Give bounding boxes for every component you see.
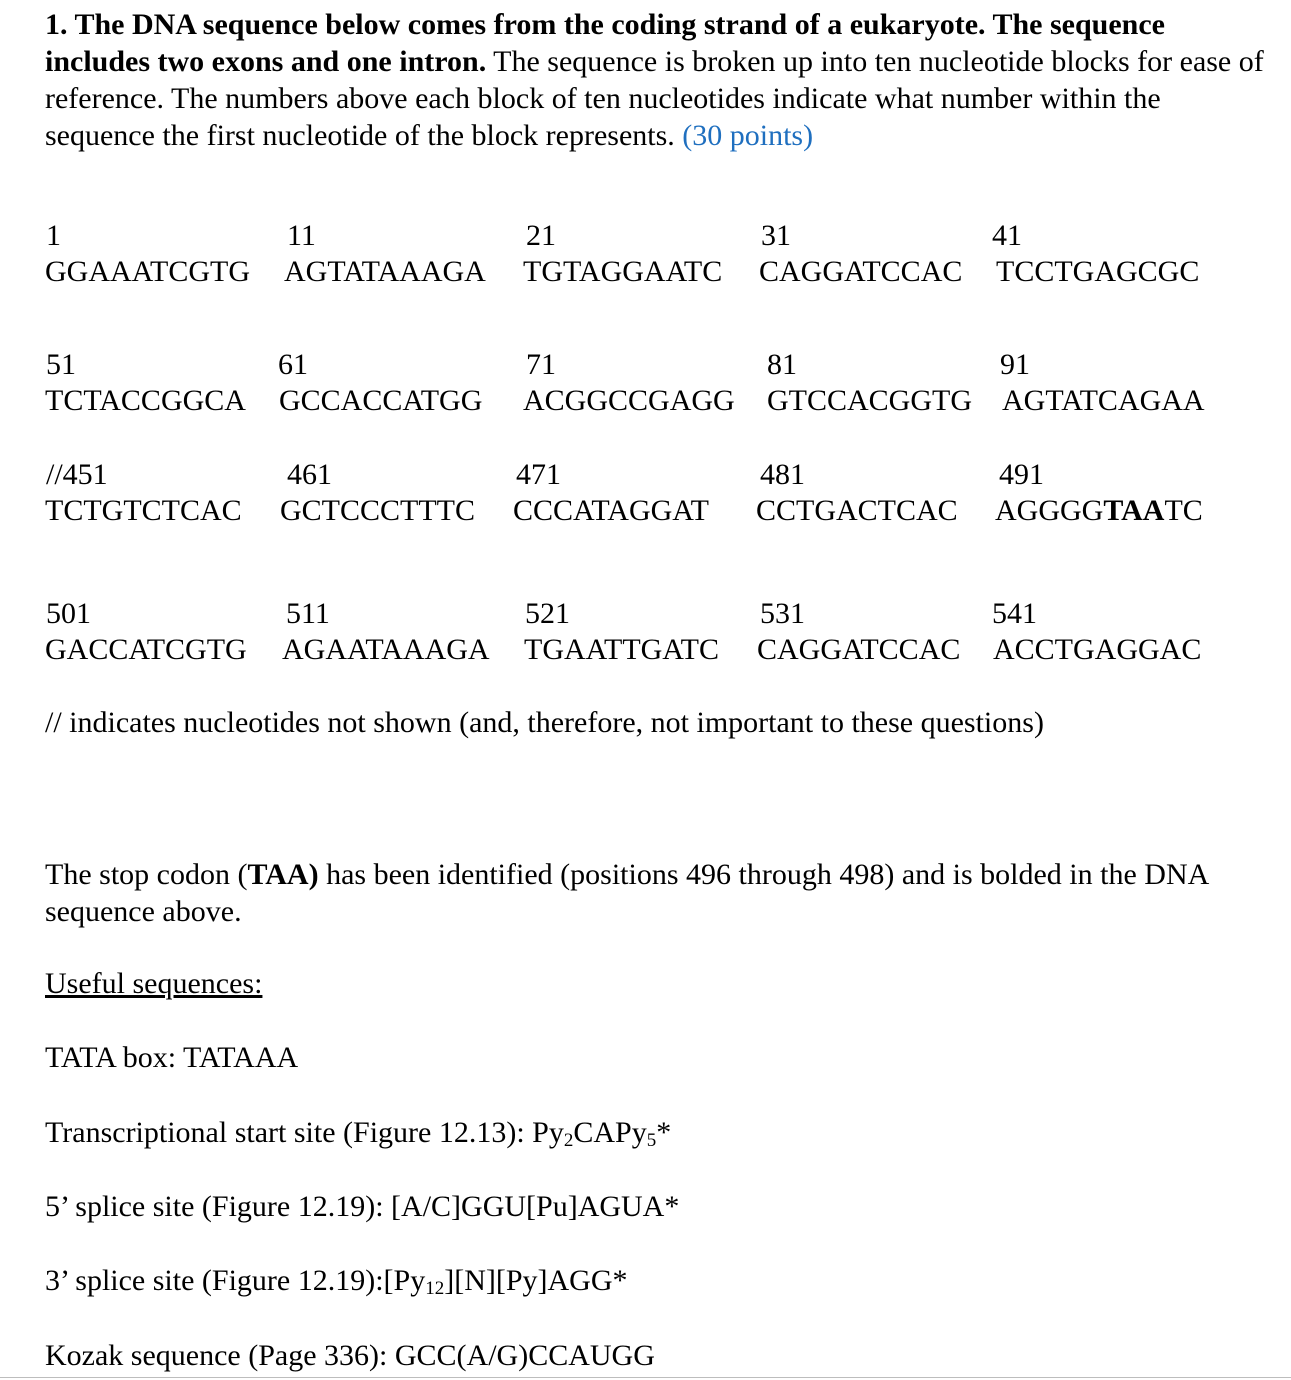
position-number: 21 bbox=[526, 219, 556, 252]
block-prefix: AGGGG bbox=[995, 494, 1104, 527]
nucleotide-block: AGTATCAGAA bbox=[1002, 384, 1205, 417]
position-number: 471 bbox=[516, 458, 561, 491]
position-number: 541 bbox=[992, 597, 1037, 630]
nucleotide-block: TGAATTGATC bbox=[524, 633, 719, 666]
position-number: 501 bbox=[46, 597, 91, 630]
nucleotide-block: ACGGCCGAGG bbox=[523, 384, 735, 417]
page-edge-divider bbox=[0, 1377, 1291, 1378]
nucleotide-block: GTCCACGGTG bbox=[767, 384, 973, 417]
kozak-sequence: Kozak sequence (Page 336): GCC(A/G)CCAUGG bbox=[45, 1339, 655, 1372]
transcriptional-start-site bbox=[45, 1116, 671, 1150]
question-points: (30 points) bbox=[682, 119, 814, 152]
nucleotide-block: GACCATCGTG bbox=[45, 633, 247, 666]
nucleotide-block: CAGGATCCAC bbox=[757, 633, 961, 666]
three-prime-subscript: 12 bbox=[425, 1278, 445, 1299]
tss-subscript-1: 2 bbox=[563, 1130, 574, 1151]
nucleotide-block: GGAAATCGTG bbox=[45, 255, 250, 288]
nucleotide-block: TGTAGGAATC bbox=[523, 255, 723, 288]
tss-label: Transcriptional start site (Figure 12.13): Py bbox=[45, 1116, 564, 1149]
position-number: 91 bbox=[1000, 348, 1030, 381]
position-number: 511 bbox=[286, 597, 330, 630]
tss-mid: CAPy bbox=[573, 1116, 647, 1149]
nucleotide-block: CAGGATCCAC bbox=[759, 255, 963, 288]
tss-end: * bbox=[656, 1116, 672, 1149]
position-number: 11 bbox=[287, 219, 316, 252]
stop-codon-note bbox=[45, 856, 1285, 930]
nucleotide-block: TCTGTCTCAC bbox=[45, 494, 242, 527]
nucleotide-block: CCCATAGGAT bbox=[513, 494, 709, 527]
stop-note-before: The stop codon ( bbox=[45, 858, 248, 891]
nucleotide-block-with-stop-codon bbox=[995, 494, 1203, 528]
position-number: 481 bbox=[760, 458, 805, 491]
nucleotide-block: GCCACCATGG bbox=[279, 384, 483, 417]
block-suffix: TC bbox=[1164, 494, 1203, 527]
position-number: 1 bbox=[46, 219, 61, 252]
question-body: The sequence is broken up into ten nucleotide blocks for ease of reference. The numbers above each block of ten nucleotides indicate what number within the sequence the first nucleotide of the block represents. bbox=[45, 45, 1264, 152]
useful-sequences-heading: Useful sequences: bbox=[45, 967, 263, 1000]
stop-note-after: has been identified (positions 496 through 498) and is bolded in the DNA sequence above. bbox=[45, 858, 1208, 928]
three-prime-end: ][N][Py]AGG* bbox=[444, 1264, 628, 1297]
position-number: 71 bbox=[526, 348, 556, 381]
position-number: 461 bbox=[287, 458, 332, 491]
position-number: 531 bbox=[760, 597, 805, 630]
position-number: 41 bbox=[992, 219, 1022, 252]
position-number: 31 bbox=[761, 219, 791, 252]
five-prime-splice-site: 5’ splice site (Figure 12.19): [A/C]GGU[Pu]AGUA* bbox=[45, 1190, 680, 1223]
position-number: 51 bbox=[46, 348, 76, 381]
three-prime-label: 3’ splice site (Figure 12.19):[Py bbox=[45, 1264, 426, 1297]
stop-note-bold: TAA) bbox=[247, 858, 319, 891]
nucleotide-block: GCTCCCTTTC bbox=[280, 494, 476, 527]
stop-codon: TAA bbox=[1103, 494, 1165, 527]
position-number: 521 bbox=[525, 597, 570, 630]
nucleotide-block: AGTATAAAGA bbox=[284, 255, 486, 288]
nucleotide-block: TCTACCGGCA bbox=[45, 384, 246, 417]
question-text bbox=[45, 6, 1270, 154]
nucleotide-block: AGAATAAAGA bbox=[282, 633, 490, 666]
position-number: 491 bbox=[999, 458, 1044, 491]
nucleotide-block: CCTGACTCAC bbox=[756, 494, 958, 527]
tss-subscript-2: 5 bbox=[646, 1130, 657, 1151]
nucleotide-block: TCCTGAGCGC bbox=[996, 255, 1200, 288]
position-number: //451 bbox=[46, 458, 108, 491]
omission-note: // indicates nucleotides not shown (and, therefore, not important to these questions) bbox=[45, 706, 1044, 739]
question-bold: 1. The DNA sequence below comes from the coding strand of a eukaryote. The sequence includes two exons and one intron. bbox=[45, 8, 1165, 78]
tata-box: TATA box: TATAAA bbox=[45, 1041, 299, 1074]
position-number: 81 bbox=[767, 348, 797, 381]
three-prime-splice-site bbox=[45, 1264, 628, 1298]
position-number: 61 bbox=[278, 348, 308, 381]
nucleotide-block: ACCTGAGGAC bbox=[993, 633, 1202, 666]
